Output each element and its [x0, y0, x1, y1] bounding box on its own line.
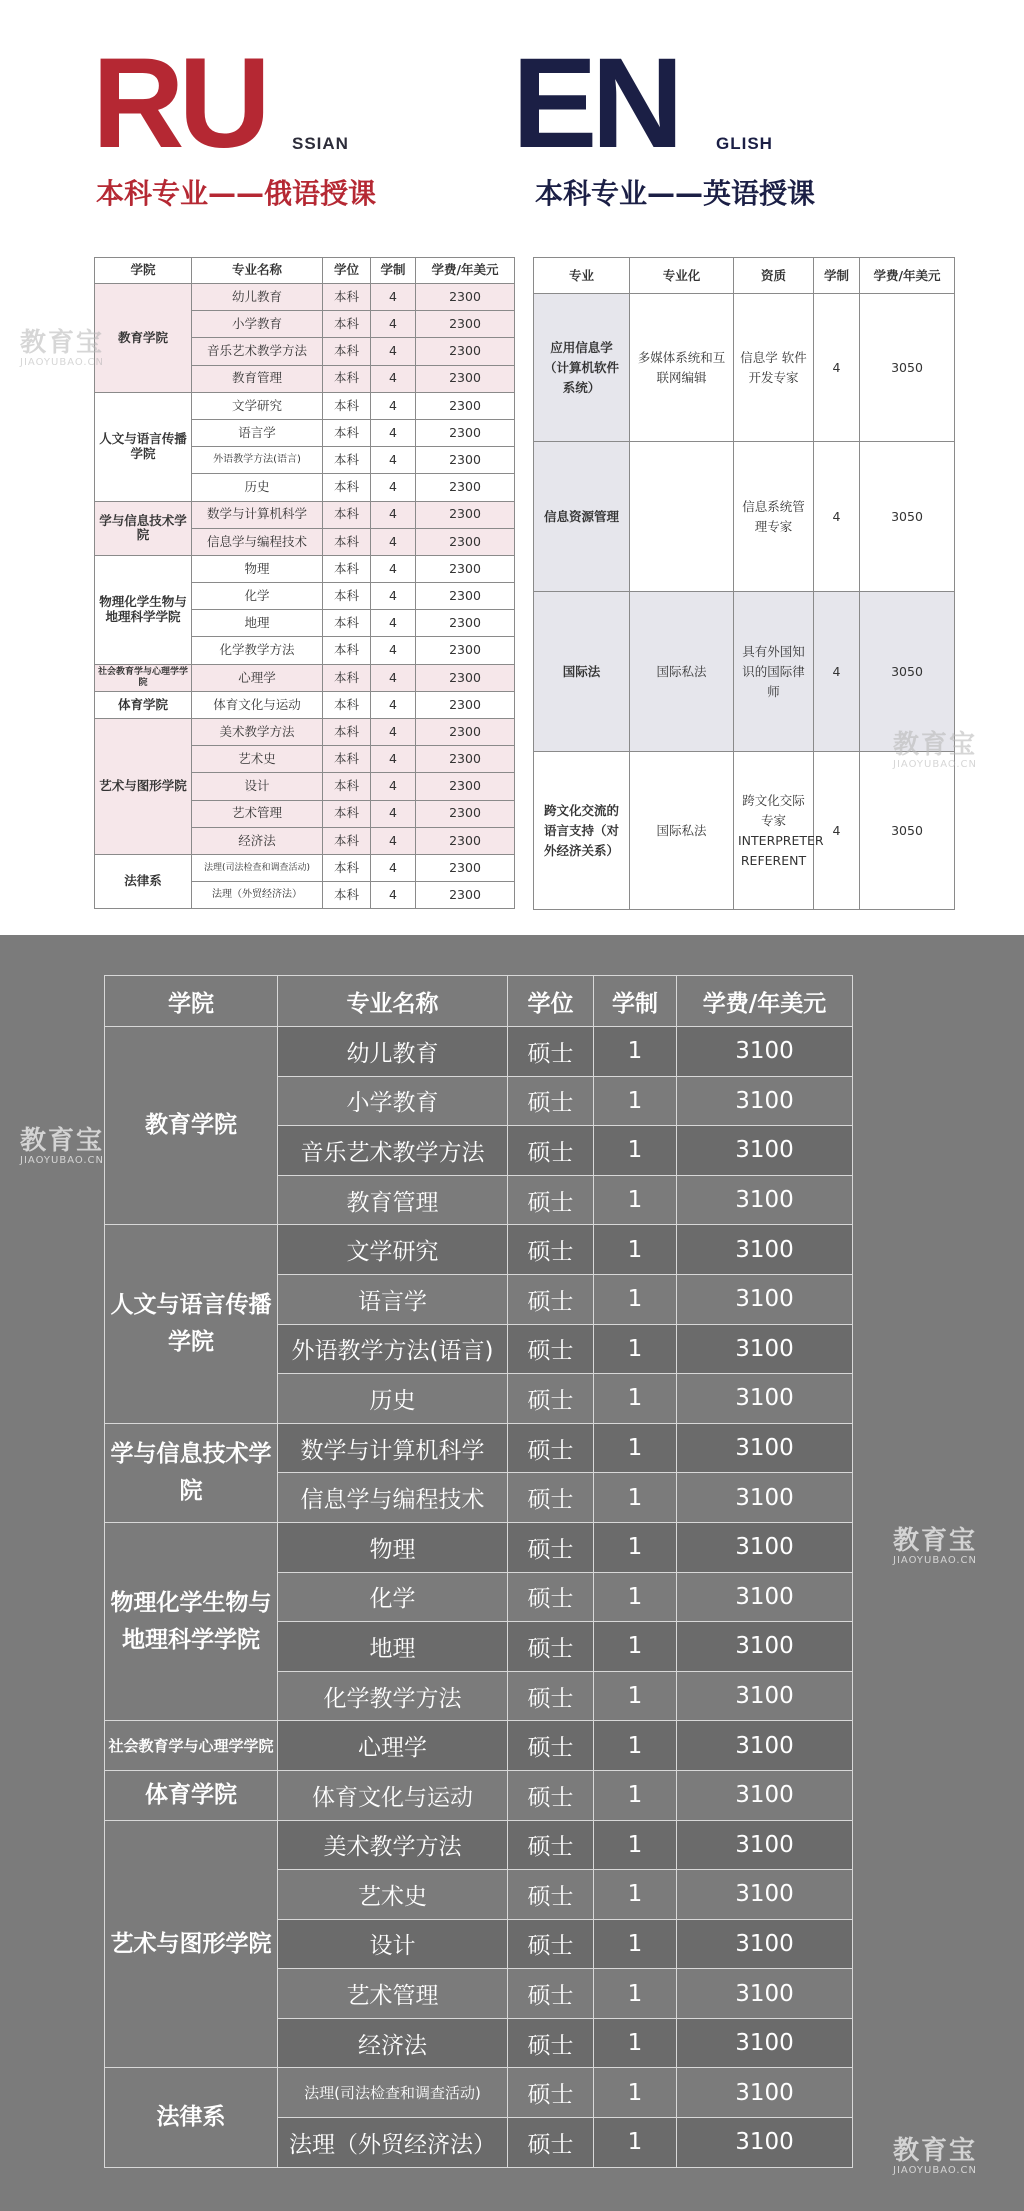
watermark-logo: 教育宝 JIAOYUBAO.CN [20, 328, 105, 368]
table-cell: 本科 [323, 447, 371, 474]
table-cell: 本科 [323, 311, 371, 338]
table-cell: 4 [371, 882, 416, 909]
table-cell: 硕士 [508, 1721, 594, 1771]
table-cell: 2300 [416, 447, 515, 474]
table-cell: 3100 [677, 1820, 853, 1870]
table-cell: 4 [371, 311, 416, 338]
table-row [95, 392, 515, 419]
english-subtitle: 本科专业——英语授课 [535, 177, 816, 210]
table-cell: 2300 [416, 773, 515, 800]
table-cell: 1 [594, 1969, 677, 2019]
table-cell: 3100 [677, 1126, 853, 1176]
table-cell: 法理(司法检查和调查活动) [192, 854, 323, 881]
table-cell: 2300 [416, 555, 515, 582]
table-cell: 4 [371, 719, 416, 746]
table-cell: 3050 [860, 294, 955, 442]
table-cell: 硕士 [508, 1522, 594, 1572]
watermark-logo: 教育宝 JIAOYUBAO.CN [20, 1126, 105, 1166]
table-cell: 经济法 [278, 2018, 508, 2068]
table-cell: 国际法 [534, 592, 630, 752]
table-cell: 本科 [323, 827, 371, 854]
table-cell: 教育管理 [278, 1175, 508, 1225]
table-cell: 信息学 软件开发专家 [734, 294, 814, 442]
table-cell: 艺术史 [192, 746, 323, 773]
table-cell: 数学与计算机科学 [278, 1423, 508, 1473]
table-cell: 本科 [323, 719, 371, 746]
table-header: 学费/年美元 [677, 976, 853, 1027]
table-cell: 外语教学方法(语言) [278, 1324, 508, 1374]
table-cell: 1 [594, 1076, 677, 1126]
table-cell: 4 [371, 610, 416, 637]
table-cell: 3050 [860, 592, 955, 752]
table-cell: 1 [594, 1522, 677, 1572]
table-cell: 4 [371, 637, 416, 664]
table-row [105, 1721, 853, 1771]
table-cell: 3100 [677, 1175, 853, 1225]
russian-bachelor-table [94, 257, 515, 909]
table-cell: 3100 [677, 2118, 853, 2168]
table-header: 专业 [534, 258, 630, 294]
table-cell: 2300 [416, 284, 515, 311]
table-cell: 硕士 [508, 1919, 594, 1969]
table-cell: 1 [594, 2118, 677, 2168]
table-cell: 多媒体系统和互联网编辑 [630, 294, 734, 442]
dept-cell: 学与信息技术学院 [105, 1423, 278, 1522]
table-cell: 硕士 [508, 2018, 594, 2068]
table-header: 学制 [594, 976, 677, 1027]
table-header: 学院 [95, 258, 192, 284]
table-cell: 信息系统管理专家 [734, 442, 814, 592]
table-cell: 4 [371, 773, 416, 800]
table-cell: 本科 [323, 501, 371, 528]
table-header: 学院 [105, 976, 278, 1027]
table-cell: 跨文化交流的语言支持（对外经济关系） [534, 752, 630, 910]
dept-cell: 法律系 [95, 854, 192, 908]
table-cell: 物理 [278, 1522, 508, 1572]
table-cell: 硕士 [508, 1820, 594, 1870]
dept-cell: 体育学院 [95, 691, 192, 718]
table-cell: 2300 [416, 800, 515, 827]
table-cell: 2300 [416, 719, 515, 746]
table-cell: 经济法 [192, 827, 323, 854]
table-header: 学费/年美元 [860, 258, 955, 294]
table-cell: 本科 [323, 746, 371, 773]
table-cell: 1 [594, 1473, 677, 1523]
table-cell: 美术教学方法 [278, 1820, 508, 1870]
table-cell: 艺术管理 [192, 800, 323, 827]
table-row [105, 1225, 853, 1275]
table-cell: 体育文化与运动 [192, 691, 323, 718]
watermark-logo: 教育宝 JIAOYUBAO.CN [893, 2136, 978, 2176]
table-header: 学位 [508, 976, 594, 1027]
table-cell: 3100 [677, 1027, 853, 1077]
table-cell: 化学教学方法 [192, 637, 323, 664]
table-cell: 信息资源管理 [534, 442, 630, 592]
table-cell: 本科 [323, 773, 371, 800]
dept-cell: 物理化学生物与地理科学学院 [105, 1522, 278, 1720]
table-cell: 1 [594, 1870, 677, 1920]
table-cell: 4 [814, 592, 860, 752]
table-cell: 教育管理 [192, 365, 323, 392]
top-section [0, 0, 1024, 935]
table-cell: 本科 [323, 583, 371, 610]
table-cell: 硕士 [508, 1770, 594, 1820]
table-cell: 心理学 [192, 664, 323, 691]
table-row [95, 501, 515, 528]
table-cell: 4 [371, 555, 416, 582]
table-cell: 音乐艺术教学方法 [278, 1126, 508, 1176]
dept-cell: 人文与语言传播学院 [95, 392, 192, 501]
table-row [95, 854, 515, 881]
dept-cell: 社会教育学与心理学学院 [105, 1721, 278, 1771]
table-cell: 跨文化交际专家 INTERPRETER REFERENT [734, 752, 814, 910]
table-cell: 3100 [677, 1274, 853, 1324]
dept-cell: 学与信息技术学院 [95, 501, 192, 555]
table-cell: 4 [814, 442, 860, 592]
table-cell: 2300 [416, 501, 515, 528]
table-cell: 本科 [323, 800, 371, 827]
table-header: 专业名称 [192, 258, 323, 284]
table-header: 专业化 [630, 258, 734, 294]
table-cell: 4 [371, 664, 416, 691]
table-cell: 硕士 [508, 1969, 594, 2019]
table-cell: 国际私法 [630, 752, 734, 910]
table-cell: 3100 [677, 1076, 853, 1126]
table-cell: 3100 [677, 2018, 853, 2068]
table-cell: 硕士 [508, 1126, 594, 1176]
table-cell: 3100 [677, 1721, 853, 1771]
table-header: 资质 [734, 258, 814, 294]
table-cell [630, 442, 734, 592]
table-header: 学制 [814, 258, 860, 294]
table-cell: 1 [594, 1820, 677, 1870]
table-cell: 2300 [416, 392, 515, 419]
table-cell: 1 [594, 2018, 677, 2068]
table-cell: 硕士 [508, 2118, 594, 2168]
table-cell: 硕士 [508, 1324, 594, 1374]
table-cell: 历史 [278, 1374, 508, 1424]
table-cell: 艺术史 [278, 1870, 508, 1920]
table-cell: 1 [594, 1919, 677, 1969]
table-row [95, 664, 515, 691]
table-cell: 1 [594, 1225, 677, 1275]
table-cell: 4 [814, 294, 860, 442]
table-cell: 信息学与编程技术 [192, 528, 323, 555]
table-cell: 硕士 [508, 1225, 594, 1275]
table-cell: 3100 [677, 1969, 853, 2019]
table-cell: 硕士 [508, 1671, 594, 1721]
table-cell: 硕士 [508, 2068, 594, 2118]
table-cell: 2300 [416, 419, 515, 446]
table-cell: 硕士 [508, 1622, 594, 1672]
table-cell: 法理（外贸经济法） [278, 2118, 508, 2168]
table-cell: 数学与计算机科学 [192, 501, 323, 528]
table-cell: 硕士 [508, 1027, 594, 1077]
table-cell: 3100 [677, 1870, 853, 1920]
table-cell: 1 [594, 1721, 677, 1771]
table-cell: 法理(司法检查和调查活动) [278, 2068, 508, 2118]
table-header: 学费/年美元 [416, 258, 515, 284]
table-cell: 2300 [416, 311, 515, 338]
table-cell: 化学 [192, 583, 323, 610]
table-cell: 设计 [192, 773, 323, 800]
table-cell: 1 [594, 1770, 677, 1820]
table-cell: 硕士 [508, 1473, 594, 1523]
table-cell: 本科 [323, 474, 371, 501]
table-cell: 3100 [677, 1522, 853, 1572]
table-cell: 4 [371, 474, 416, 501]
table-cell: 本科 [323, 284, 371, 311]
table-cell: 2300 [416, 528, 515, 555]
table-cell: 地理 [192, 610, 323, 637]
table-cell: 4 [371, 800, 416, 827]
table-header: 学位 [323, 258, 371, 284]
table-cell: 物理 [192, 555, 323, 582]
russian-logo-suffix: SSIAN [292, 134, 349, 153]
table-cell: 3100 [677, 2068, 853, 2118]
table-cell: 法理（外贸经济法） [192, 882, 323, 909]
table-cell: 1 [594, 1572, 677, 1622]
table-cell: 3100 [677, 1225, 853, 1275]
table-cell: 本科 [323, 854, 371, 881]
table-cell: 3100 [677, 1671, 853, 1721]
table-cell: 本科 [323, 664, 371, 691]
table-row [105, 1522, 853, 1572]
dept-cell: 艺术与图形学院 [105, 1820, 278, 2068]
dept-cell: 艺术与图形学院 [95, 719, 192, 855]
table-cell: 信息学与编程技术 [278, 1473, 508, 1523]
table-cell: 1 [594, 1027, 677, 1077]
dept-cell: 社会教育学与心理学学院 [95, 664, 192, 691]
table-cell: 本科 [323, 610, 371, 637]
table-cell: 小学教育 [192, 311, 323, 338]
table-cell: 2300 [416, 610, 515, 637]
table-cell: 设计 [278, 1919, 508, 1969]
watermark-logo: 教育宝 JIAOYUBAO.CN [893, 730, 978, 770]
table-cell: 1 [594, 1175, 677, 1225]
table-cell: 本科 [323, 528, 371, 555]
table-cell: 3100 [677, 1324, 853, 1374]
table-cell: 地理 [278, 1622, 508, 1672]
table-cell: 2300 [416, 365, 515, 392]
dept-cell: 体育学院 [105, 1770, 278, 1820]
table-cell: 语言学 [192, 419, 323, 446]
table-header: 专业名称 [278, 976, 508, 1027]
table-cell: 化学教学方法 [278, 1671, 508, 1721]
table-cell: 文学研究 [192, 392, 323, 419]
table-cell: 小学教育 [278, 1076, 508, 1126]
table-cell: 2300 [416, 827, 515, 854]
dept-cell: 人文与语言传播学院 [105, 1225, 278, 1423]
table-cell: 3100 [677, 1919, 853, 1969]
table-cell: 4 [371, 501, 416, 528]
table-cell: 具有外国知识的国际律师 [734, 592, 814, 752]
table-cell: 历史 [192, 474, 323, 501]
table-cell: 硕士 [508, 1374, 594, 1424]
table-cell: 国际私法 [630, 592, 734, 752]
table-cell: 硕士 [508, 1175, 594, 1225]
watermark-logo: 教育宝 JIAOYUBAO.CN [893, 1526, 978, 1566]
table-cell: 硕士 [508, 1870, 594, 1920]
table-cell: 4 [371, 827, 416, 854]
table-cell: 1 [594, 2068, 677, 2118]
table-row [105, 1820, 853, 1870]
table-cell: 2300 [416, 691, 515, 718]
table-cell: 本科 [323, 691, 371, 718]
table-cell: 3100 [677, 1770, 853, 1820]
table-cell: 硕士 [508, 1274, 594, 1324]
table-cell: 外语教学方法(语言) [192, 447, 323, 474]
table-header: 学制 [371, 258, 416, 284]
table-cell: 本科 [323, 555, 371, 582]
dept-cell: 物理化学生物与地理科学学院 [95, 555, 192, 664]
table-cell: 4 [371, 284, 416, 311]
table-row [105, 1027, 853, 1077]
table-cell: 本科 [323, 365, 371, 392]
table-cell: 3050 [860, 442, 955, 592]
table-cell: 2300 [416, 882, 515, 909]
table-cell: 艺术管理 [278, 1969, 508, 2019]
table-cell: 幼儿教育 [192, 284, 323, 311]
table-cell: 4 [371, 746, 416, 773]
table-cell: 硕士 [508, 1423, 594, 1473]
table-cell: 硕士 [508, 1572, 594, 1622]
table-cell: 本科 [323, 882, 371, 909]
table-row [105, 1423, 853, 1473]
table-cell: 2300 [416, 637, 515, 664]
english-bachelor-table [533, 257, 955, 910]
russian-subtitle: 本科专业——俄语授课 [96, 177, 377, 210]
table-cell: 本科 [323, 338, 371, 365]
table-cell: 4 [371, 854, 416, 881]
table-cell: 本科 [323, 419, 371, 446]
table-cell: 1 [594, 1423, 677, 1473]
table-cell: 3100 [677, 1423, 853, 1473]
table-cell: 心理学 [278, 1721, 508, 1771]
table-cell: 1 [594, 1622, 677, 1672]
table-row [95, 555, 515, 582]
table-cell: 本科 [323, 392, 371, 419]
table-cell: 4 [371, 338, 416, 365]
table-row [105, 1770, 853, 1820]
table-cell: 1 [594, 1126, 677, 1176]
table-cell: 4 [814, 752, 860, 910]
table-cell: 本科 [323, 637, 371, 664]
table-cell: 语言学 [278, 1274, 508, 1324]
table-cell: 4 [371, 691, 416, 718]
dept-cell: 法律系 [105, 2068, 278, 2167]
table-cell: 4 [371, 583, 416, 610]
dept-cell: 教育学院 [105, 1027, 278, 1225]
table-cell: 硕士 [508, 1076, 594, 1126]
table-cell: 2300 [416, 664, 515, 691]
table-cell: 4 [371, 419, 416, 446]
table-cell: 3100 [677, 1473, 853, 1523]
table-cell: 2300 [416, 583, 515, 610]
table-cell: 幼儿教育 [278, 1027, 508, 1077]
table-row [95, 691, 515, 718]
table-cell: 化学 [278, 1572, 508, 1622]
table-cell: 4 [371, 528, 416, 555]
table-cell: 4 [371, 365, 416, 392]
table-cell: 2300 [416, 854, 515, 881]
table-cell: 体育文化与运动 [278, 1770, 508, 1820]
table-cell: 4 [371, 392, 416, 419]
english-logo: EN [512, 32, 678, 175]
table-cell: 3100 [677, 1622, 853, 1672]
table-row [95, 284, 515, 311]
table-cell: 4 [371, 447, 416, 474]
english-logo-suffix: GLISH [716, 134, 773, 153]
table-cell: 3100 [677, 1374, 853, 1424]
table-cell: 1 [594, 1274, 677, 1324]
dept-cell: 教育学院 [95, 284, 192, 393]
table-cell: 美术教学方法 [192, 719, 323, 746]
table-row [95, 719, 515, 746]
table-cell: 3100 [677, 1572, 853, 1622]
table-cell: 文学研究 [278, 1225, 508, 1275]
table-cell: 音乐艺术教学方法 [192, 338, 323, 365]
table-cell: 2300 [416, 338, 515, 365]
table-cell: 1 [594, 1671, 677, 1721]
table-cell: 1 [594, 1374, 677, 1424]
table-cell: 3050 [860, 752, 955, 910]
master-table [104, 975, 853, 2168]
table-cell: 2300 [416, 474, 515, 501]
table-cell: 1 [594, 1324, 677, 1374]
russian-logo: RU [92, 32, 265, 175]
table-row [105, 2068, 853, 2118]
table-cell: 应用信息学（计算机软件系统） [534, 294, 630, 442]
table-cell: 2300 [416, 746, 515, 773]
